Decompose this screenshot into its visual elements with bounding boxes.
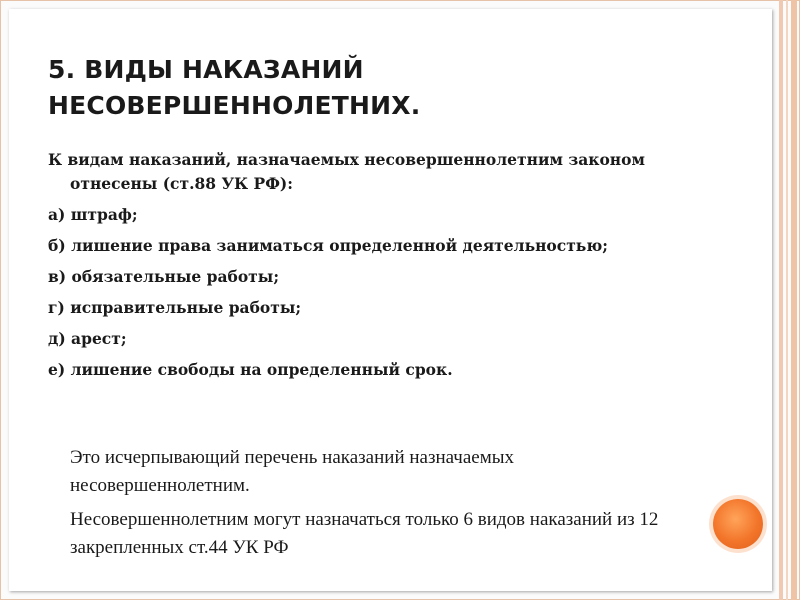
list-intro: К видам наказаний, назначаемых несовершеннолетним законом отнесены (ст.88 УК РФ):	[48, 150, 645, 193]
list-item: е) лишение свободы на определенный срок.	[48, 360, 453, 379]
paragraph-exhaustive-list: Это исчерпывающий перечень наказаний назначаемых несовершеннолетним.	[70, 447, 515, 496]
orange-circle-decoration	[713, 499, 763, 549]
decorative-stripe	[791, 0, 797, 600]
list-item: г) исправительные работы;	[48, 298, 302, 317]
slide-title	[48, 52, 748, 124]
slide-title-line2: НЕСОВЕРШЕННОЛЕТНИХ.	[48, 91, 421, 120]
decorative-stripe	[786, 0, 788, 600]
decorative-stripe	[779, 0, 783, 600]
punishment-list	[48, 148, 648, 389]
list-item: д) арест;	[48, 329, 127, 348]
slide-title-line1: 5. ВИДЫ НАКАЗАНИЙ	[48, 55, 364, 84]
list-item: б) лишение права заниматься определенной деятельностью;	[48, 236, 608, 255]
list-item: в) обязательные работы;	[48, 267, 280, 286]
paragraph-six-of-twelve: Несовершеннолетним могут назначаться только 6 видов наказаний из 12 закрепленных ст.44 УК РФ	[70, 509, 659, 558]
list-item: а) штраф;	[48, 205, 138, 224]
